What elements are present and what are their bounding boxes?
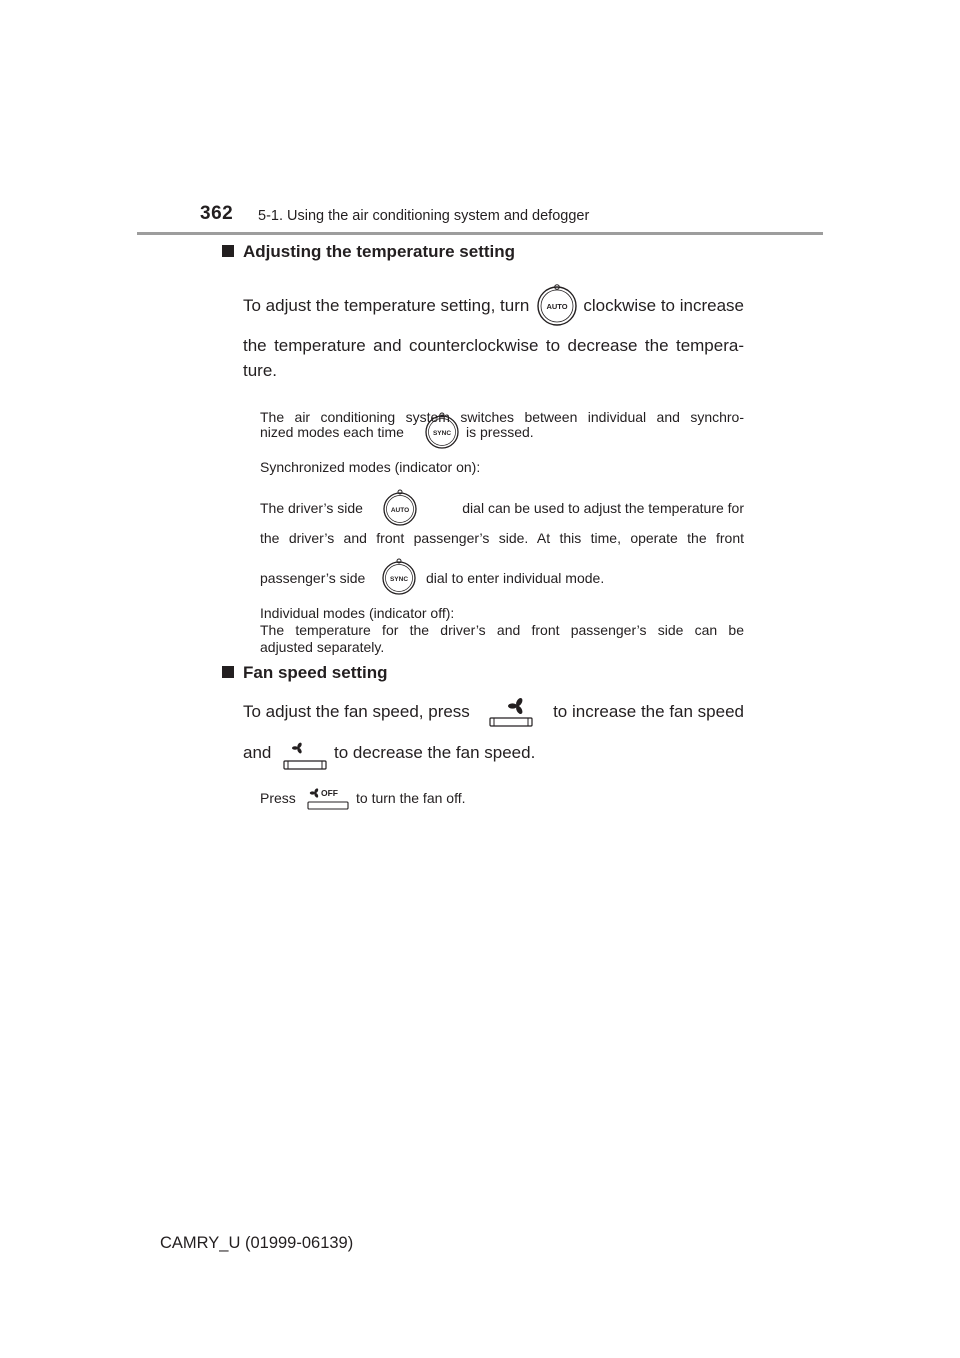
auto-label: AUTO bbox=[390, 507, 410, 514]
sync-line-2: the driver’s and front passenger’s side. At this time, operate the front bbox=[260, 530, 744, 546]
text: Press bbox=[260, 790, 296, 806]
auto-dial-icon bbox=[536, 282, 578, 326]
sync-label: SYNC bbox=[389, 576, 409, 583]
auto-label: AUTO bbox=[546, 302, 568, 311]
footer-doc-code: CAMRY_U (01999-06139) bbox=[160, 1234, 354, 1252]
text: is pressed. bbox=[466, 424, 534, 440]
page-number: 362 bbox=[200, 203, 234, 224]
indiv-line-2: adjusted separately. bbox=[260, 639, 385, 655]
text: dial to enter individual mode. bbox=[426, 570, 605, 586]
fan-down-button-icon bbox=[282, 740, 328, 772]
section-heading-temperature bbox=[222, 242, 515, 262]
text: to turn the fan off. bbox=[356, 790, 466, 806]
text: and bbox=[243, 743, 272, 762]
temperature-line-1 bbox=[243, 296, 744, 316]
sync-dial-icon-small bbox=[381, 557, 417, 595]
text: nized modes each time bbox=[260, 424, 404, 440]
text: To adjust the fan speed, press bbox=[243, 702, 470, 721]
chapter-title: 5-1. Using the air conditioning system and defogger bbox=[258, 208, 590, 224]
off-label: OFF bbox=[321, 788, 338, 798]
indiv-title: Individual modes (indicator off): bbox=[260, 605, 455, 621]
section-heading-fan bbox=[222, 663, 388, 683]
sync-line-3 bbox=[260, 570, 744, 586]
heading-text: Fan speed setting bbox=[243, 663, 388, 682]
sync-label: SYNC bbox=[432, 430, 452, 437]
auto-dial-icon-small bbox=[382, 488, 418, 526]
heading-text: Adjusting the temperature setting bbox=[243, 242, 516, 261]
header-rule bbox=[137, 232, 823, 235]
temperature-line-2: the temperature and counterclockwise to decrease the tempera- bbox=[243, 336, 744, 355]
bullet-square-icon bbox=[222, 666, 234, 678]
text: to decrease the fan speed. bbox=[334, 743, 536, 762]
indiv-line-1: The temperature for the driver’s and front passenger’s side can be bbox=[260, 622, 744, 638]
text: dial can be used to adjust the temperature for bbox=[462, 500, 744, 516]
text: clockwise to increase bbox=[583, 296, 744, 315]
sync-dial-icon bbox=[424, 411, 460, 449]
text: passenger’s side bbox=[260, 570, 366, 586]
note-line-1: The air conditioning system switches between individual and synchro- bbox=[260, 409, 744, 425]
sync-title: Synchronized modes (indicator on): bbox=[260, 459, 481, 475]
text: To adjust the temperature setting, turn bbox=[243, 296, 530, 315]
text: The driver’s side bbox=[260, 500, 363, 516]
text: to increase the fan speed bbox=[553, 702, 744, 721]
sync-line-1 bbox=[260, 500, 744, 516]
note-line-2 bbox=[260, 424, 744, 440]
bullet-square-icon bbox=[222, 245, 234, 257]
fan-up-button-icon bbox=[488, 696, 534, 728]
temperature-line-3: ture. bbox=[243, 361, 278, 380]
fan-off-button-icon bbox=[306, 786, 350, 812]
